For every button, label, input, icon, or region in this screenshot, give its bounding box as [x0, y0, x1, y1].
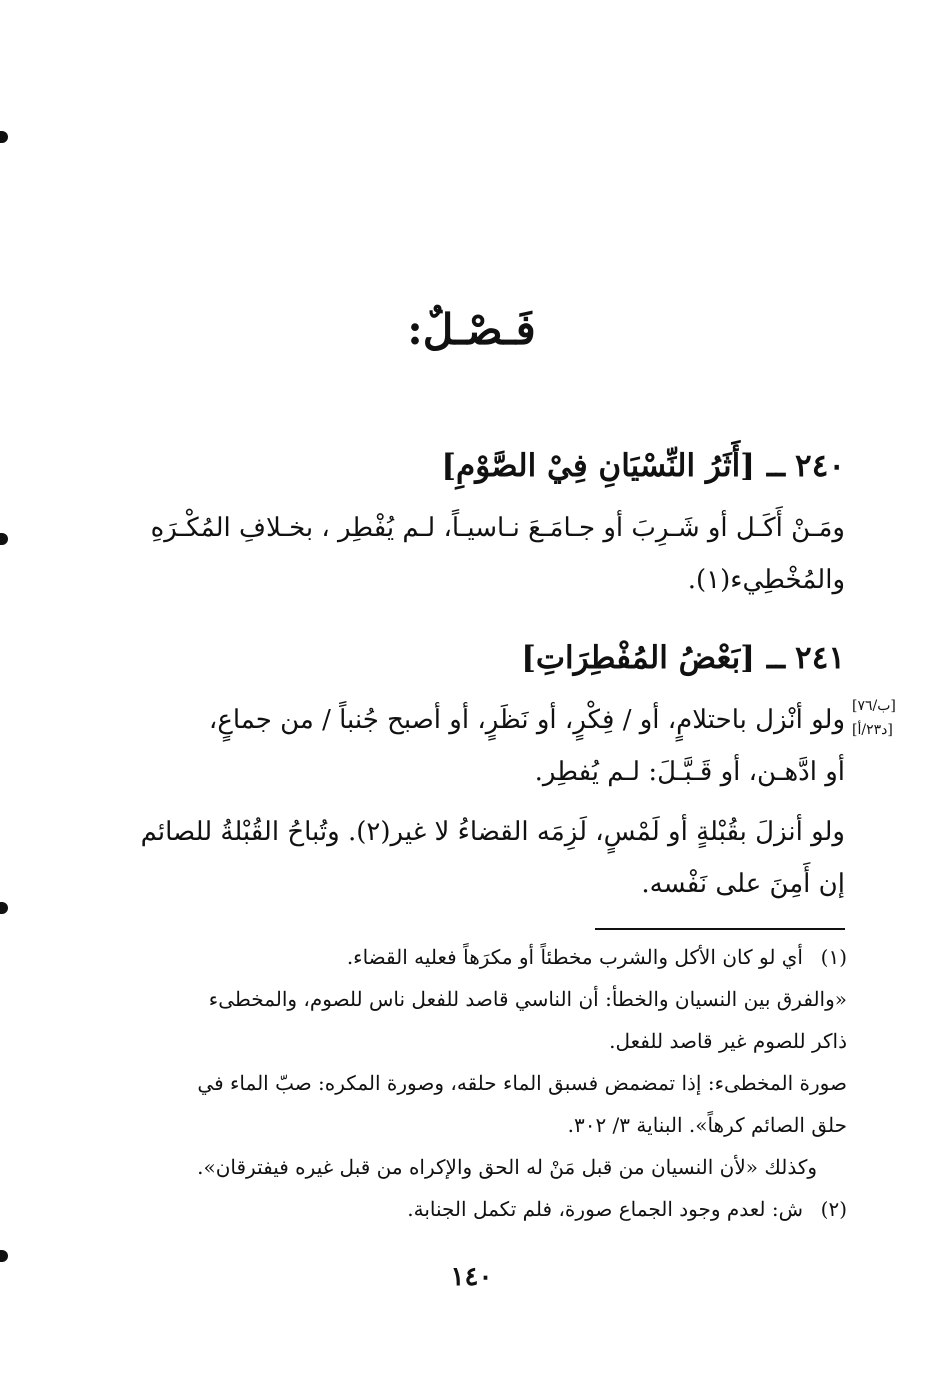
footnote-marker: (٢) — [820, 1197, 847, 1221]
section-241-title — [521, 640, 845, 676]
section-number: ٢٤١ — [795, 640, 845, 676]
body-line: ولو أنْزل باحتلامٍ، أو / فِكْرٍ، أو نَظَرٍ، أو أصبح جُنباً / من جماعٍ، — [208, 705, 845, 735]
page-number: ١٤٠ — [450, 1262, 493, 1292]
footnote-text: حلق الصائم كرهاً». البناية ٣/ ٣٠٢. — [567, 1113, 847, 1137]
section-241-para-2 — [93, 806, 845, 910]
footnote-text: ذاكر للصوم غير قاصد للفعل. — [609, 1029, 847, 1053]
footnote-text: وكذلك «لأن النسيان من قبل مَنْ له الحق والإكراه من قبل غيره فيفترقان». — [197, 1155, 817, 1179]
section-dash: ــ — [766, 448, 786, 484]
section-240-title — [441, 448, 845, 484]
scan-edge-mark — [0, 1250, 8, 1262]
section-title-text: [بَعْضُ المُفْطِرَاتِ] — [521, 640, 755, 676]
footnotes — [95, 936, 847, 1230]
body-line: أو ادَّهـن، أو قَـبَّـلَ: لـم يُفطِر. — [534, 757, 845, 787]
section-dash: ــ — [766, 640, 786, 676]
margin-ref: [د٢٣/أ] — [852, 722, 893, 738]
scan-edge-mark — [0, 902, 8, 914]
footnote-marker: (١) — [820, 945, 847, 969]
section-title-text: [أَثَرُ النِّسْيَانِ فِيْ الصَّوْمِ] — [441, 448, 755, 484]
footnote-2 — [95, 1188, 847, 1230]
body-line: إن أَمِنَ على نَفْسه. — [641, 869, 845, 899]
footnote-text: أي لو كان الأكل والشرب مخطئاً أو مكرَهاً فعليه القضاء. — [346, 945, 803, 969]
footnote-separator — [595, 928, 845, 930]
scan-edge-mark — [0, 131, 8, 143]
footnote-text: صورة المخطىء: إذا تمضمض فسبق الماء حلقه، وصورة المكره: صبّ الماء في — [197, 1071, 847, 1095]
body-line: والمُخْطِيء(١). — [687, 565, 845, 595]
manuscript-margin-note — [852, 694, 912, 742]
chapter-heading: فَـصْـلٌ: — [407, 305, 536, 354]
footnote-1 — [95, 936, 847, 978]
body-line: ولو أنزلَ بقُبْلةٍ أو لَمْسٍ، لَزِمَه القضاءُ لا غير(٢). وتُباحُ القُبْلةُ للصائم — [140, 817, 845, 847]
footnote-text: ش: لعدم وجود الجماع صورة، فلم تكمل الجنابة. — [407, 1197, 803, 1221]
margin-ref: [ب/٧٦] — [852, 698, 896, 714]
scan-edge-mark — [0, 533, 8, 545]
section-number: ٢٤٠ — [795, 448, 845, 484]
section-241-para-1 — [93, 694, 845, 798]
section-240-body — [93, 502, 845, 606]
footnote-text: «والفرق بين النسيان والخطأ: أن الناسي قاصد للفعل ناس للصوم، والمخطىء — [208, 987, 847, 1011]
body-line: ومَـنْ أَكَـل أو شَـرِبَ أو جـامَـعَ نـاسيـاً، لـم يُفْطِر ، بخـلافِ المُكْـرَهِ — [150, 513, 845, 543]
